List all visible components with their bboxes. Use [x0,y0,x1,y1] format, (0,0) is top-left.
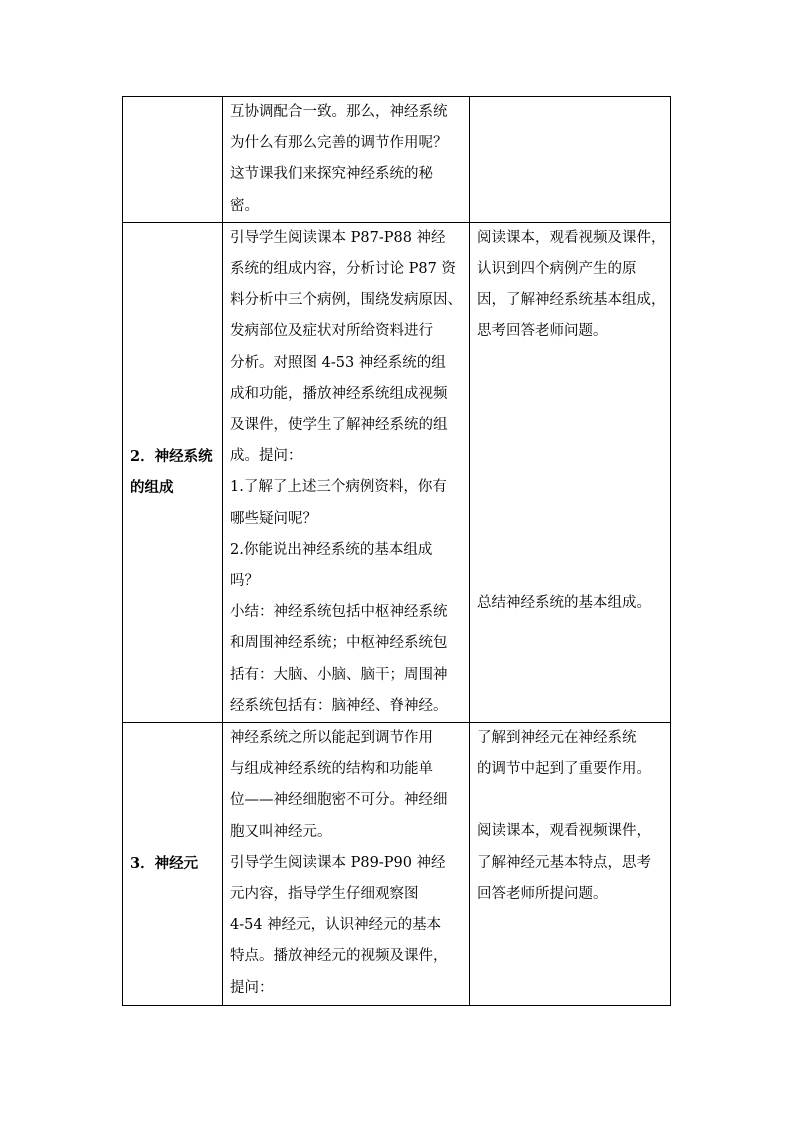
text-line: 引导学生阅读课本 P87-P88 神经 [230,229,446,246]
text-line: 系统的组成内容，分析讨论 P87 资 [230,261,456,278]
text-line: 吗？ [230,573,259,590]
text-line: 与组成神经系统的结构和功能单 [230,761,433,778]
text-line: 回答老师所提问题。 [477,885,608,902]
text-line: 4-54 神经元，认识神经元的基本 [230,917,442,934]
text-line: 神经系统之所以能起到调节作用 [230,730,433,747]
student-activity-cell [470,723,671,1006]
lesson-plan-table [122,96,671,1006]
text-line: 2.你能说出神经系统的基本组成 [230,541,433,558]
text-line: 引导学生阅读课本 P89-P90 神经 [230,854,446,871]
teacher-activity-cell [223,97,470,223]
student-activity-cell [470,222,671,722]
text-line: 和周围神经系统；中枢神经系统包 [230,635,448,652]
text-line: 及课件，使学生了解神经系统的组 [230,417,448,434]
text-line: 了解到神经元在神经系统 [477,730,637,747]
student-activity-cell [470,97,671,223]
text-line: 成和功能，播放神经系统组成视频 [230,385,448,402]
text-line: 了解神经元基本特点，思考 [477,854,651,871]
text-line: 认识到四个病例产生的原 [477,261,637,278]
section-label-cell [123,222,223,722]
text-line: 为什么有那么完善的调节作用呢？ [230,135,448,152]
text-line: 的调节中起到了重要作用。 [477,761,651,778]
text-line: 哪些疑问呢？ [230,510,317,527]
teacher-activity-cell [223,222,470,722]
text-line: 1.了解了上述三个病例资料，你有 [230,479,447,496]
text-line: 密。 [230,197,259,214]
table-row [123,723,671,1006]
text-line: 成。提问： [230,448,303,465]
text-line: 阅读课本，观看视频及课件， [477,229,666,246]
text-line: 互协调配合一致。那么，神经系统 [230,104,448,120]
text-line: 这节课我们来探究神经系统的秘 [230,166,433,183]
section-label: 3．神经元 [130,855,199,873]
table-row [123,222,671,722]
section-label-cell [123,97,223,223]
text-line: 料分析中三个病例，围绕发病原因、 [230,292,462,309]
teacher-activity-cell [223,723,470,1006]
text-line: 提问： [230,979,274,996]
section-label: 的组成 [130,479,174,497]
text-line: 总结神经系统的基本组成。 [477,594,651,611]
text-line: 阅读课本，观看视频课件， [477,823,651,840]
text-line: 因，了解神经系统基本组成， [477,292,666,309]
section-label-cell [123,723,223,1006]
table-row [123,97,671,223]
text-line: 元内容，指导学生仔细观察图 [230,886,419,903]
text-line: 经系统包括有：脑神经、脊神经。 [230,697,448,714]
text-line: 特点。播放神经元的视频及课件， [230,948,448,965]
text-line: 位——神经细胞密不可分。神经细 [230,792,448,809]
text-line: 小结：神经系统包括中枢神经系统 [230,604,448,621]
text-line: 发病部位及症状对所给资料进行 [230,323,433,340]
text-line: 分析。对照图 4-53 神经系统的组 [230,354,446,371]
section-label: 2．神经系统 [130,448,213,466]
text-line: 胞又叫神经元。 [230,823,332,840]
text-line: 括有：大脑、小脑、脑干；周围神 [230,666,448,683]
text-line: 思考回答老师问题。 [477,323,608,340]
